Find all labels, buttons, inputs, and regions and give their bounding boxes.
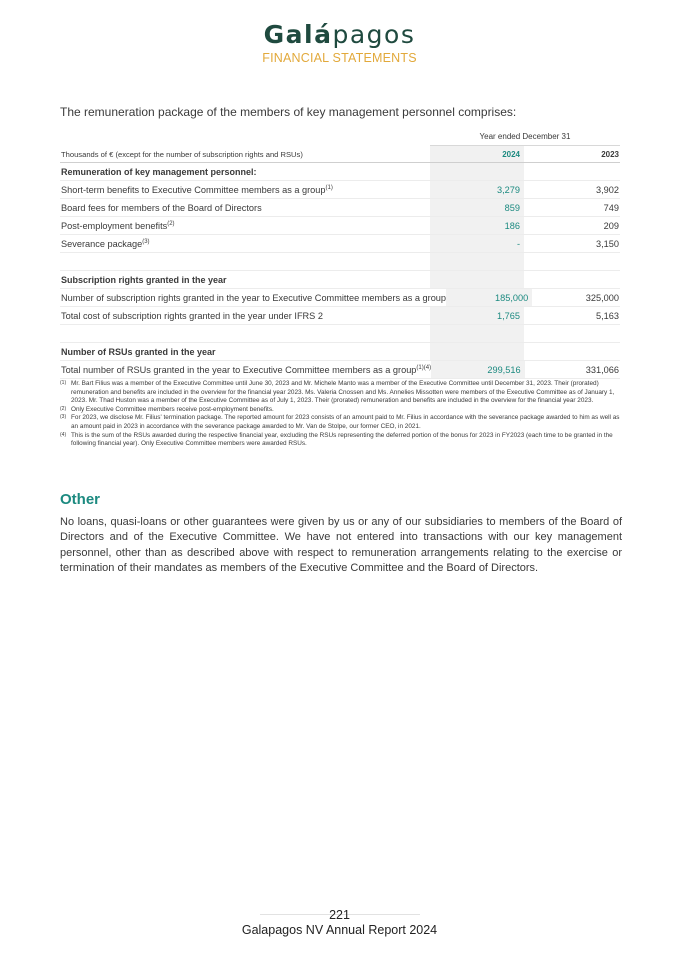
value-2024 <box>430 253 524 270</box>
footnote-text: For 2023, we disclose Mr. Filius' termination package. The reported amount for 2023 consists of an amount paid to Mr. Filius in accordance with the severance package awarded to him as well as an amount paid in 2023 in accordance with the severance package awarded to Mr. Van de Stolpe, our former CEO, in 2021. <box>71 414 620 430</box>
footnote-text: This is the sum of the RSUs awarded during the respective financial year, excluding the RSUs representing the deferred portion of the bonus for 2023 in FY2023 (each time to be granted in the following financial year). Only Executive Committee members were awarded RSUs. <box>71 431 613 448</box>
footnote-ref: (1) <box>325 184 333 191</box>
row-label <box>60 293 446 303</box>
intro-text: The remuneration package of the members of key management personnel comprises: <box>60 105 517 119</box>
footnote <box>60 432 620 449</box>
value-2023: 5,163 <box>596 310 619 321</box>
value-2024: - <box>430 235 524 252</box>
table-row <box>60 253 620 271</box>
logo-light-part: pagos <box>332 20 416 49</box>
footnote-number: (2) <box>60 405 67 412</box>
period-header: Year ended December 31 <box>479 132 571 141</box>
table-row <box>60 307 620 325</box>
footnote-text: Only Executive Committee members receive post-employment benefits. <box>71 405 274 413</box>
value-2023: 325,000 <box>585 292 619 303</box>
value-2024 <box>430 325 524 342</box>
report-header <box>0 20 679 65</box>
row-label-text: Total number of RSUs granted in the year to Executive Committee members as a group <box>61 364 417 375</box>
footnote-number: (4) <box>60 431 67 438</box>
value-2023: 209 <box>603 220 619 231</box>
row-label <box>60 167 430 177</box>
row-label-text: Post-employment benefits <box>61 220 168 231</box>
value-2024 <box>430 271 524 288</box>
footnotes <box>60 380 620 449</box>
value-2024: 859 <box>430 199 524 216</box>
column-header-2023: 2023 <box>601 149 619 159</box>
table-row <box>60 289 620 307</box>
table-row <box>60 343 620 361</box>
row-label <box>60 203 430 213</box>
other-heading: Other <box>60 491 101 508</box>
page-number: 221 <box>329 908 350 922</box>
table-body <box>60 163 620 379</box>
footnote <box>60 380 620 406</box>
footnote-ref: (1)(4) <box>416 364 432 371</box>
section-label: FINANCIAL STATEMENTS <box>262 51 417 65</box>
page-footer <box>0 908 679 937</box>
row-label-text: Subscription rights granted in the year <box>61 274 227 285</box>
value-2024 <box>430 343 524 360</box>
table-row <box>60 181 620 199</box>
row-label <box>60 311 430 321</box>
table-row <box>60 199 620 217</box>
table-row <box>60 217 620 235</box>
row-label-text: Number of subscription rights granted in the year to Executive Committee members as a group <box>61 292 447 303</box>
table-column-header-row <box>60 146 620 163</box>
footnote <box>60 406 620 415</box>
table-row <box>60 325 620 343</box>
value-2024 <box>430 163 524 180</box>
row-label-text: Severance package <box>61 238 143 249</box>
value-2024: 186 <box>430 217 524 234</box>
value-2024: 299,516 <box>431 361 524 378</box>
row-label <box>60 347 430 357</box>
value-2023: 3,902 <box>596 184 619 195</box>
row-label <box>60 275 430 285</box>
units-label: Thousands of € (except for the number of subscription rights and RSUs) <box>61 149 303 159</box>
row-label-text: Number of RSUs granted in the year <box>61 346 216 357</box>
logo-bold-part: Galá <box>263 20 333 49</box>
row-label <box>60 185 430 195</box>
report-title: Galapagos NV Annual Report 2024 <box>241 923 438 937</box>
row-label <box>60 239 430 249</box>
footnote-ref: (3) <box>142 238 150 245</box>
row-label-text: Short-term benefits to Executive Committee members as a group <box>61 184 326 195</box>
table-row <box>60 271 620 289</box>
value-2024: 3,279 <box>430 181 524 198</box>
remuneration-table <box>60 128 620 379</box>
column-header-2024: 2024 <box>430 146 524 162</box>
row-label <box>60 365 431 375</box>
row-label <box>60 221 430 231</box>
footnote-text: Mr. Bart Filius was a member of the Executive Committee until June 30, 2023 and Mr. Michele Manto was a member of the Executive Committee until December 31, 2023. Their (prorated) remuneration and benefits are included in the overview for the financial year 2023. Ms. Valeria Cnossen and Ms. Annelies Missotten were members of the Executive Committee as of January 1, 2023. Mr. Thad Huston was a member of the Executive Committee as of July 1, 2023. Their (prorated) remuneration and benefits are included in the overview for the financial year 2023. <box>71 380 615 405</box>
footnote <box>60 414 620 431</box>
footnote-ref: (2) <box>167 220 175 227</box>
table-row <box>60 163 620 181</box>
table-row <box>60 361 620 379</box>
value-2023: 749 <box>603 202 619 213</box>
table-row <box>60 235 620 253</box>
footnote-number: (3) <box>60 414 67 421</box>
value-2024: 1,765 <box>430 307 524 324</box>
row-label-text: Total cost of subscription rights granted in the year under IFRS 2 <box>61 310 323 321</box>
table-period-header-row <box>430 128 620 146</box>
value-2023: 331,066 <box>585 364 619 375</box>
footnote-number: (1) <box>60 380 67 386</box>
other-paragraph: No loans, quasi-loans or other guarantees were given by us or any of our subsidiaries to members of the Board of Directors and of the Executive Committee. We have not entered into transactions with our key management personnel, other than as described above with respect to remuneration arrangements relating to the exercise or termination of their mandates as members of the Executive Committee and the Board of Directors. <box>60 516 622 575</box>
company-logo <box>0 20 679 49</box>
row-label-text: Board fees for members of the Board of Directors <box>61 202 262 213</box>
value-2023: 3,150 <box>596 238 619 249</box>
value-2024: 185,000 <box>446 289 532 306</box>
row-label-text: Remuneration of key management personnel: <box>61 166 257 177</box>
